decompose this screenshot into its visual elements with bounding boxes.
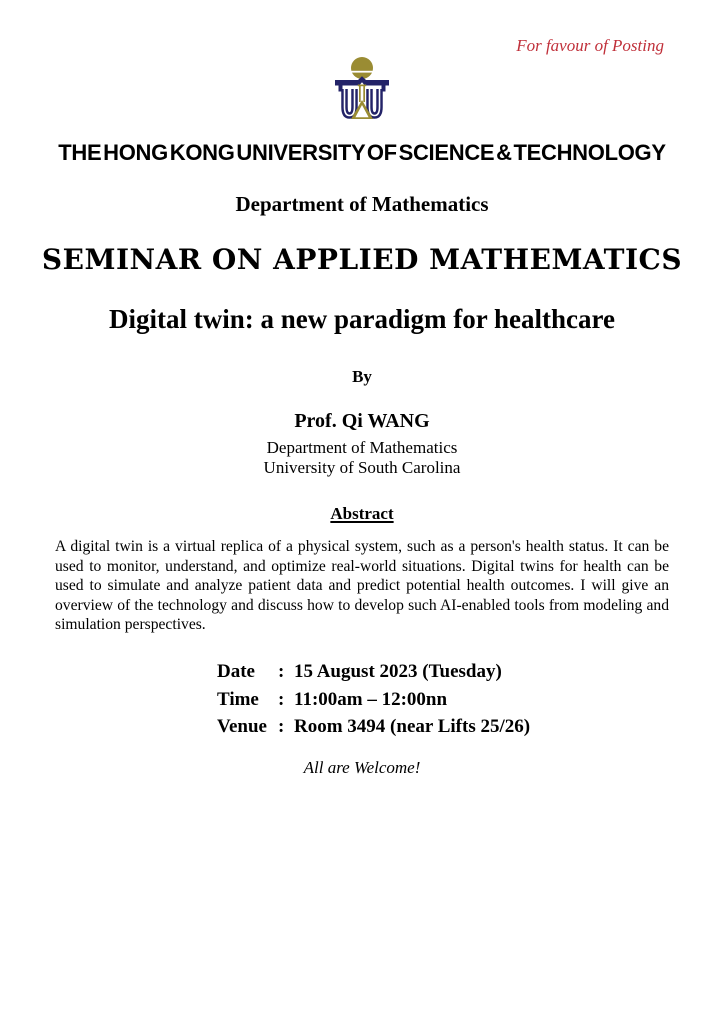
detail-row-venue bbox=[217, 713, 530, 741]
seminar-series-title: SEMINAR ON APPLIED MATHEMATICS bbox=[41, 243, 683, 276]
detail-value: 15 August 2023 (Tuesday) bbox=[294, 661, 502, 682]
by-label: By bbox=[352, 367, 372, 386]
detail-value: 11:00am – 12:00nn bbox=[294, 688, 448, 710]
posting-note: For favour of Posting bbox=[516, 36, 664, 55]
detail-row-date bbox=[217, 658, 530, 686]
talk-title: Digital twin: a new paradigm for healthcare bbox=[109, 304, 615, 334]
detail-label: Time bbox=[217, 688, 259, 710]
detail-row-time bbox=[217, 686, 530, 714]
speaker-department: Department of Mathematics bbox=[266, 438, 458, 457]
detail-separator: : bbox=[278, 716, 285, 738]
closing-note: All are Welcome! bbox=[303, 758, 421, 777]
detail-separator: : bbox=[278, 661, 285, 682]
event-details bbox=[217, 658, 530, 741]
hkust-logo-icon bbox=[333, 54, 391, 122]
detail-label: Venue bbox=[217, 716, 267, 738]
detail-value: Room 3494 (near Lifts 25/26) bbox=[294, 716, 531, 738]
abstract-text: A digital twin is a virtual replica of a physical system, such as a person's health status. It can be used to monitor, understand, and optimize real-world situations. Digital twins for health can be used to simulate and analyze patient data and predict potential health outcomes. I will give an overview of the technology and discuss how to develop such AI-enabled tools from modeling and simulation perspectives. bbox=[55, 538, 669, 634]
detail-separator: : bbox=[278, 688, 285, 710]
abstract-heading bbox=[0, 504, 724, 524]
speaker-name: Prof. Qi WANG bbox=[294, 410, 430, 432]
abstract-heading-text: Abstract bbox=[330, 504, 394, 523]
speaker-university: University of South Carolina bbox=[263, 458, 461, 477]
detail-label: Date bbox=[217, 661, 255, 682]
university-title: THE HONG KONG UNIVERSITY OF SCIENCE & TECHNOLOGY bbox=[58, 140, 666, 165]
department-title: Department of Mathematics bbox=[235, 192, 489, 216]
